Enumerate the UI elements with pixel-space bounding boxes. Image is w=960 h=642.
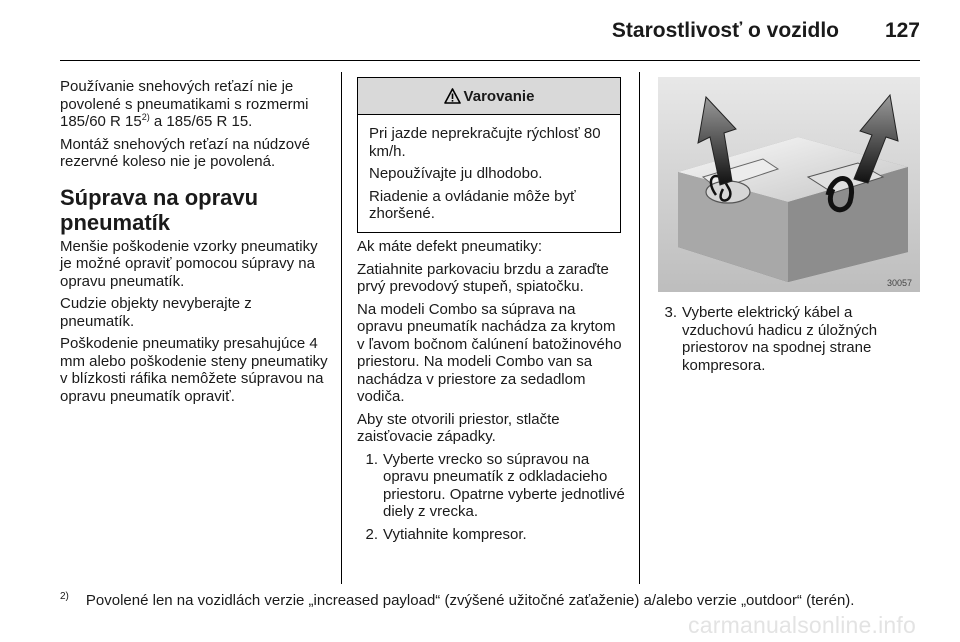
snow-chain-text-end: a 185/65 R 15. [149, 113, 253, 130]
step-text: Vyberte vrecko so súpravou na opravu pneumatík z odkladacieho priestoru. Opatrne vyberte jednotlivé diely z vrecka. [383, 450, 625, 520]
steps-list [357, 451, 625, 544]
kit-location-paragraph: Na modeli Combo sa súprava na opravu pneumatík nachádza za krytom v ľavom bočnom čalúnení batožinového priestoru. Na modeli Combo van sa nachádza v priestore za sedadlom vodiča. [357, 300, 622, 405]
warning-box [357, 77, 621, 233]
page-title: Starostlivosť o vozidlo [611, 19, 839, 42]
footnote-mark: 2) [60, 591, 69, 602]
step-text: Vyberte elektrický kábel a vzduchovú hadicu z úložných priestorov na spodnej strane kompresora. [682, 304, 878, 374]
compressor-illustration [658, 77, 920, 292]
list-item [662, 304, 920, 374]
warning-header [358, 78, 620, 115]
steps-list-continued [662, 304, 920, 374]
snow-chain-paragraph [60, 78, 330, 131]
warning-handling: Riadenie a ovládanie môže byť zhoršené. [369, 187, 576, 222]
column-middle [357, 238, 625, 548]
column-left [60, 78, 330, 410]
foreign-objects-paragraph: Cudzie objekty nevyberajte z pneumatík. [60, 295, 252, 330]
list-item [357, 451, 625, 521]
column-divider-left [341, 72, 342, 584]
column-divider-right [639, 72, 640, 584]
spare-wheel-paragraph: Montáž snehových reťazí na núdzové rezervné koleso nie je povolená. [60, 135, 310, 170]
damage-limit-paragraph: Poškodenie pneumatiky presahujúce 4 mm alebo poškodenie steny pneumatiky v blízkosti ráfika nemôžete súpravou na opravu pneumatík opraviť. [60, 335, 328, 405]
list-item [357, 526, 625, 544]
warning-body [358, 115, 620, 223]
footnote-text: Povolené len na vozidlách verzie „increased payload“ (zvýšené užitočné zaťaženie) a/alebo verzie „outdoor“ (terén). [85, 592, 855, 609]
warning-title: Varovanie [463, 87, 535, 105]
repair-kit-intro: Menšie poškodenie vzorky pneumatiky je možné opraviť pomocou súpravy na opravu pneumatík. [60, 237, 318, 290]
footnote [60, 591, 854, 609]
header-rule [60, 60, 920, 61]
parking-brake-paragraph: Zatiahnite parkovaciu brzdu a zaraďte prvý prevodový stupeň, spiatočku. [357, 260, 609, 295]
footnote-ref: 2) [141, 112, 150, 122]
warning-triangle-icon [444, 88, 461, 104]
warning-duration: Nepoužívajte ju dlhodobo. [369, 165, 543, 182]
watermark: carmanualsonline.info [688, 612, 916, 638]
step-text: Vytiahnite kompresor. [383, 525, 527, 543]
step-number: 2. [365, 525, 378, 543]
step-number: 3. [664, 304, 677, 321]
warning-speed: Pri jazde neprekračujte rýchlosť 80 km/h. [369, 125, 601, 160]
step-number: 1. [365, 450, 378, 468]
column-right [662, 304, 920, 379]
page-number: 127 [884, 19, 920, 42]
section-title: Súprava na opravu pneumatík [60, 184, 259, 235]
flat-tyre-paragraph: Ak máte defekt pneumatiky: [357, 238, 543, 255]
open-compartment-paragraph: Aby ste otvorili priestor, stlačte zaisťovacie západky. [357, 410, 560, 445]
illustration-code: 30057 [887, 278, 913, 288]
snow-chain-text: Používanie snehových reťazí nie je povolené s pneumatikami s rozmermi 185/60 R 15 [60, 78, 309, 130]
